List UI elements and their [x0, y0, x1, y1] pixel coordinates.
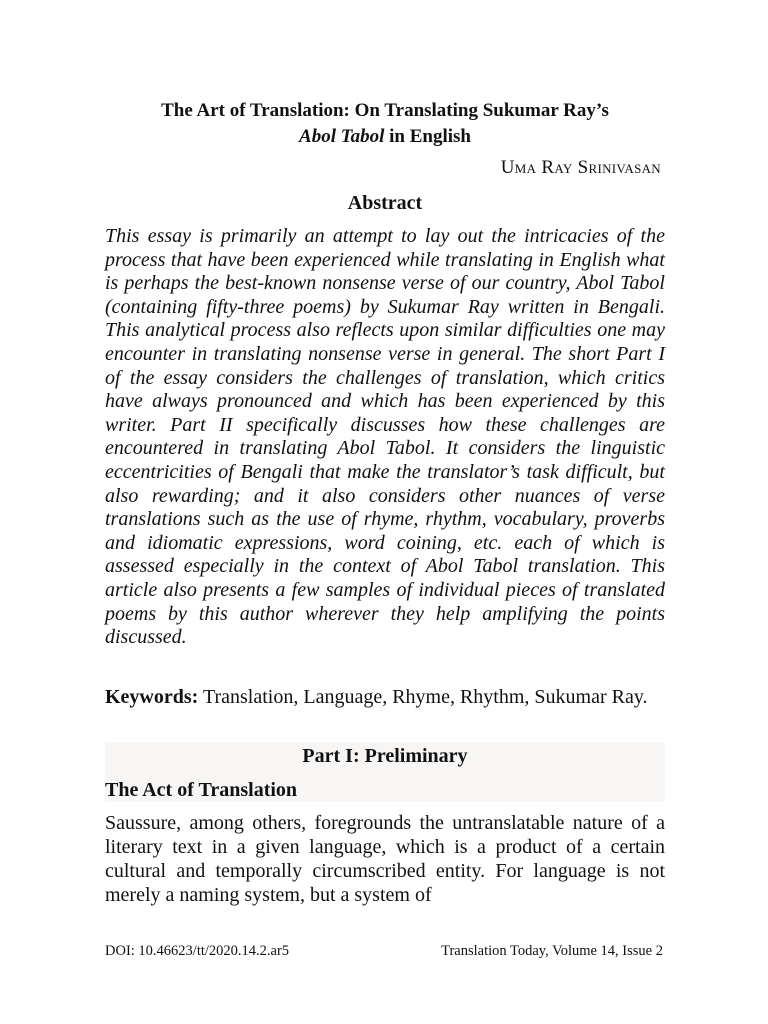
footer-journal: Translation Today, Volume 14, Issue 2	[441, 943, 663, 959]
title-line-2	[105, 124, 665, 150]
title-rest-part: in English	[384, 126, 471, 147]
abstract-text: This essay is primarily an attempt to lay out the intricacies of the process that have been experienced while translating in English what is perhaps the best-known nonsense verse of our country, Abol Tabol (containing fifty-three poems) by Sukumar Ray written in Bengali. This analytical process also reflects upon similar difficulties one may encounter in translating nonsense verse in general. The short Part I of the essay considers the challenges of translation, which critics have always pronounced and which has been experienced by this writer. Part II specifically discusses how these challenges are encountered in translating Abol Tabol. It considers the linguistic eccentricities of Bengali that make the translator’s task difficult, but also rewarding; and it also considers other nuances of verse translations such as the use of rhyme, rhythm, vocabulary, proverbs and idiomatic expressions, word coining, etc. each of which is assessed especially in the context of Abol Tabol translation. This article also presents a few samples of individual pieces of translated poems by this author wherever they help amplifying the points discussed.	[105, 225, 665, 649]
title-italic-part: Abol Tabol	[299, 126, 385, 147]
article-title	[105, 98, 665, 150]
section-heading: The Act of Translation	[105, 779, 298, 801]
author-name: Uma Ray Srinivasan	[500, 157, 661, 178]
keywords-label: Keywords:	[105, 686, 199, 708]
footer-doi: DOI: 10.46623/tt/2020.14.2.ar5	[105, 943, 290, 959]
title-line-1: The Art of Translation: On Translating Sukumar Ray’s	[161, 100, 609, 121]
part-heading: Part I: Preliminary	[302, 745, 468, 767]
keywords	[105, 685, 665, 709]
abstract-heading: Abstract	[347, 192, 423, 214]
page	[105, 0, 665, 1024]
keywords-list: Translation, Language, Rhyme, Rhythm, Sukumar Ray.	[198, 686, 648, 708]
body-paragraph: Saussure, among others, foregrounds the untranslatable nature of a literary text in a given language, which is a product of a certain cultural and temporally circumscribed entity. For language is not merely a naming system, but a system of	[105, 812, 665, 906]
